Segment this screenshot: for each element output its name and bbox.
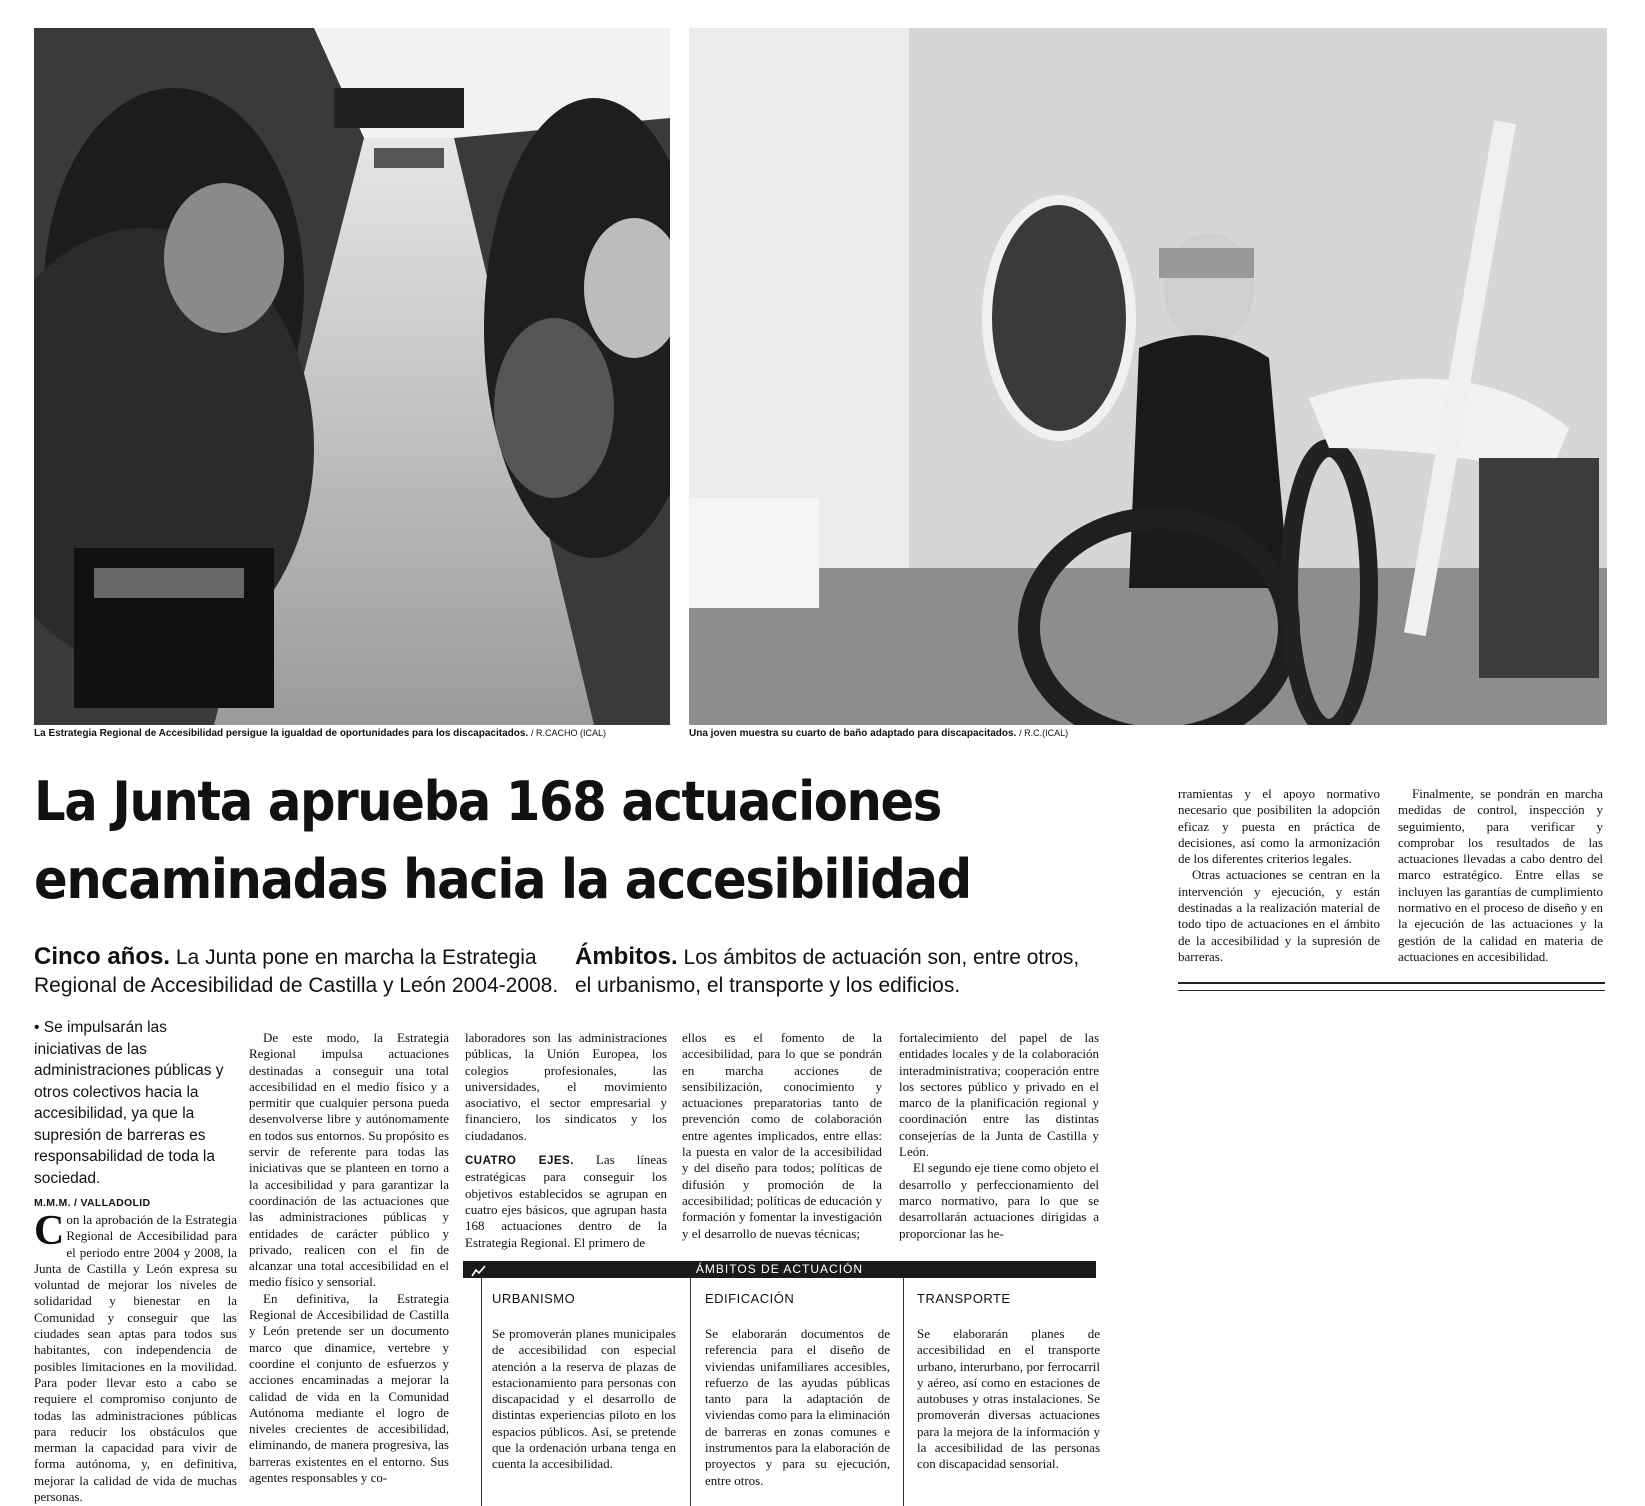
body-paragraph: En definitiva, la Estrategia Regional de Accesibilidad de Castilla y León pretende ser un documento marco que dinamice, vertebre y coordine el conjunto de esfuerzos y acciones encaminadas a mejorar la calidad de vida en la Comunidad Autónoma mediante el logro de niveles crecientes de accesibilidad, eliminando, de manera progresiva, las barreras existentes en el entorno. Sus agentes responsables y co- [249, 1290, 449, 1486]
body-paragraph: Las líneas estratégicas para conseguir los objetivos establecidos se agrupan en cuatro ejes básicos, que agrupan hasta 168 actuaciones dentro de la Estrategia Regional. El primero de [465, 1152, 668, 1250]
bathroom-photo-illustration [689, 28, 1607, 725]
body-paragraph: El segundo eje tiene como objeto el desarrollo y perfeccionamiento del marco normativo, para lo que se desarrollarán actuaciones dirigidas a proporcionar las he- [899, 1160, 1099, 1241]
info-box-title-text: ÁMBITOS DE ACTUACIÓN [695, 1262, 864, 1276]
body-paragraph: Finalmente, se pondrán en marcha medidas de control, inspección y seguimiento, para verificar y comprobar los resultados de las actuaciones llevadas a cabo dentro del marco estratégico. Entre ellas se incluyen las garantías de cumplimiento normativo en el proceso de diseño y en la ejecución de las actuaciones y la gestión de la calidad en materia de actuaciones en accesibilidad. [1398, 786, 1603, 964]
box-divider [481, 1278, 482, 1506]
body-column-5 [899, 1030, 1099, 1242]
box-column-heading: EDIFICACIÓN [705, 1291, 795, 1306]
chart-squiggle-icon [471, 1264, 487, 1278]
body-paragraph: on la aprobación de la Estrategia Regional de Accesibilidad para el periodo entre 2004 y 2008, la Junta de Castilla y León expresa su voluntad de mejorar los niveles de solidaridad y bienestar en la Comunidad y conseguir que las ciudades sean aptas para todos sus habitantes, con independencia de posibles limitaciones en la movilidad. Para poder llevar esto a cabo se requiere el compromiso conjunto de todas las administraciones públicas para reducir los obstáculos que merman la capacidad para vivir de forma autónoma, y, en definitiva, mejorar la calidad de vida de muchas personas. [34, 1212, 237, 1505]
body-column-1 [34, 1208, 237, 1505]
body-column-2 [249, 1030, 449, 1486]
body-column-7 [1398, 786, 1603, 965]
photo-adapted-bathroom [689, 28, 1607, 725]
box-column-text: Se elaborarán documentos de referencia para el diseño de viviendas unifamiliares accesibles, refuerzo de las ayudas públicas tanto para la adaptación de viviendas como para la eliminación de barreras en zonas comunes e instrumentos para la elaboración de proyectos y para su ejecución, entre otros. [705, 1326, 890, 1488]
column-rule [1178, 990, 1605, 991]
box-divider [690, 1278, 691, 1506]
caption-text: Una joven muestra su cuarto de baño adaptado para discapacitados. [689, 728, 1017, 739]
kicker-right [575, 943, 1095, 1000]
body-paragraph: laboradores son las administraciones públicas, la Unión Europea, los colegios profesionales, las universidades, el movimiento asociativo, el sector empresarial y financiero, los sindicatos y los ciudadanos. [465, 1030, 667, 1143]
headline-line-2: encaminadas hacia la accesibilidad [34, 848, 971, 911]
body-paragraph: ellos es el fomento de la accesibilidad, para lo que se pondrán en marcha acciones de sensibilización, conocimiento y actuaciones preparatorias tanto de prevención como de colaboración entre agentes implicados, entre ellas: la puesta en valor de la accesibilidad y del diseño para todos; políticas de difusión y promoción de la accesibilidad; políticas de educación y formación y fomentar la investigación y el desarrollo de nuevas técnicas; [682, 1030, 882, 1241]
box-column-text: Se promoverán planes municipales de accesibilidad con especial atención a la reserva de plazas de estacionamiento para personas con discapacidad y el desarrollo de distintas experiencias piloto en los espacios públicos. Así, se pretende que la ordenación urbana tenga en cuenta la accesibilidad. [492, 1326, 676, 1472]
body-paragraph: Otras actuaciones se centran en la intervención y ejecución, y están destinadas a la realización material de todo tipo de actuaciones en el ámbito de la accesibilidad y la supresión de barreras. [1178, 867, 1380, 964]
box-column-heading: URBANISMO [492, 1291, 576, 1306]
kicker-right-text: Los ámbitos de actuación son, entre otros, el urbanismo, el transporte y los edificios. [575, 946, 1080, 997]
box-column-urbanismo [492, 1291, 676, 1473]
conference-photo-illustration [34, 28, 670, 725]
kicker-right-label: Ámbitos. [575, 943, 678, 970]
photo-credit: / R.CACHO (ICAL) [531, 728, 607, 738]
body-column-3 [465, 1030, 667, 1251]
drop-cap: C [34, 1208, 65, 1254]
caption-text: La Estrategia Regional de Accesibilidad persigue la igualdad de oportunidades para los discapacitados. [34, 728, 529, 739]
section-subhead: CUATRO EJES. [465, 1155, 574, 1168]
photo-conference-audience [34, 28, 670, 725]
kicker-left-text: La Junta pone en marcha la Estrategia Regional de Accesibilidad de Castilla y León 2004-2008. [34, 946, 559, 997]
headline [34, 763, 971, 919]
body-column-4 [682, 1030, 882, 1242]
photo-caption-right [689, 728, 1068, 739]
lead-summary: • Se impulsarán las iniciativas de las administraciones públicas y otros colectivos hacia la accesibilidad, ya que la supresión de barreras es responsabilidad de toda la sociedad. [34, 1019, 224, 1187]
kicker-left-label: Cinco años. [34, 943, 171, 970]
headline-line-1: La Junta aprueba 168 actuaciones [34, 770, 941, 833]
body-paragraph: fortalecimiento del papel de las entidades locales y de la colaboración interadministrativa; cooperación entre los sectores público y privado en el marco de la planificación regional y coordinación entre las distintas consejerías de la Junta de Castilla y León. [899, 1030, 1099, 1160]
box-divider [903, 1278, 904, 1506]
box-column-heading: TRANSPORTE [917, 1291, 1011, 1306]
column-rule [1178, 982, 1605, 984]
photo-credit: / R.C.(ICAL) [1019, 728, 1069, 738]
kicker-left [34, 943, 574, 1000]
byline: M.M.M. / VALLADOLID [34, 1197, 151, 1209]
info-box-title [463, 1261, 1096, 1278]
box-column-edificacion [705, 1291, 890, 1489]
body-column-6 [1178, 786, 1380, 965]
body-paragraph: De este modo, la Estrategia Regional impulsa actuaciones destinadas a conseguir una total accesibilidad en el medio físico y a permitir que cualquier persona pueda desenvolverse libre y autónomamente en todos sus entornos. Su propósito es servir de referente para todas las iniciativas que se planteen en torno a la accesibilidad y para garantizar la coordinación de las actuaciones que las administraciones públicas y entidades de carácter público y privado, realicen con el fin de alcanzar una total accesibilidad en el medio físico y sensorial. [249, 1030, 449, 1290]
box-column-transporte [917, 1291, 1100, 1473]
body-paragraph: rramientas y el apoyo normativo necesario que posibiliten la adopción eficaz y puesta en práctica de decisiones, así como la armonización de los diferentes criterios legales. [1178, 786, 1380, 867]
photo-caption-left [34, 728, 606, 739]
box-column-text: Se elaborarán planes de accesibilidad en el transporte urbano, interurbano, por ferrocarril y aéreo, así como en estaciones de autobuses y otras instalaciones. Se promoverán diversas actuaciones para la mejora de la información y la accesibilidad de las personas con discapacidad sensorial. [917, 1326, 1100, 1472]
